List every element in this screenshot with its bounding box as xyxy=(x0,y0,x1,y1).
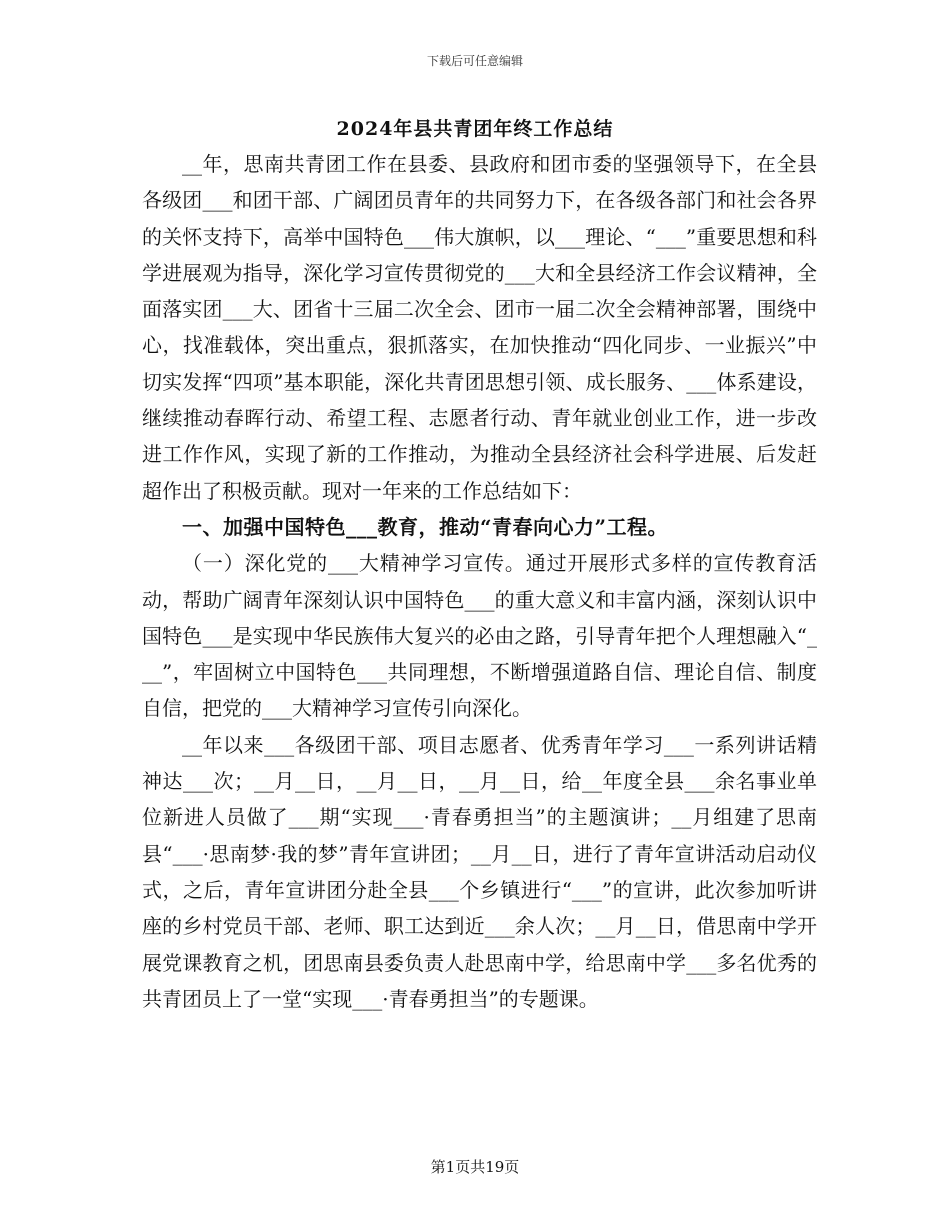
section-heading: 一、加强中国特色___教育，推动“青春向心力”工程。 xyxy=(182,514,669,539)
document-title: 2024年县共青团年终工作总结 xyxy=(336,118,614,140)
document-body xyxy=(142,146,817,1017)
header-note: 下载后可任意编辑 xyxy=(426,54,523,68)
page-footer: 第1页共19页 xyxy=(430,1158,520,1176)
subsection-paragraph: （一）深化党的___大精神学习宣传。通过开展形式多样的宣传教育活动，帮助广阔青年深刻认识中国特色___的重大意义和丰富内涵，深刻认识中国特色___是实现中华民族伟大复兴的必由之路，引导青年把个人理想融入“___”，牢固树立中国特色___共同理想，不断增强道路自信、理论自信、制度自信，把党的___大精神学习宣传引向深化。 xyxy=(142,551,817,721)
activity-paragraph: __年以来___各级团干部、项目志愿者、优秀青年学习___一系列讲话精神达___次；__月__日，__月__日，__月__日，给__年度全县___余名事业单位新进人员做了___期“实现___·青春勇担当”的主题演讲；__月组建了思南县“___·思南梦·我的梦”青年宣讲团；__月__日，进行了青年宣讲活动启动仪式，之后，青年宣讲团分赴全县___个乡镇进行“___”的宣讲，此次参加听讲座的乡村党员干部、老师、职工达到近___余人次；__月__日，借思南中学开展党课教育之机，团思南县委负责人赴思南中学，给思南中学___多名优秀的共青团员上了一堂“实现___·青春勇担当”的专题课。 xyxy=(142,732,817,1011)
intro-paragraph: __年，思南共青团工作在县委、县政府和团市委的坚强领导下，在全县各级团___和团干部、广阔团员青年的共同努力下，在各级各部门和社会各界的关怀支持下，高举中国特色___伟大旗帜，以___理论、“___”重要思想和科学进展观为指导，深化学习宣传贯彻党的___大和全县经济工作会议精神，全面落实团___大、团省十三届二次全会、团市一届二次全会精神部署，围绕中心，找准载体，突出重点，狠抓落实，在加快推动“四化同步、一业振兴”中切实发挥“四项”基本职能，深化共青团思想引领、成长服务、___体系建设，继续推动春晖行动、希望工程、志愿者行动、青年就业创业工作，进一步改进工作作风，实现了新的工作推动，为推动全县经济社会科学进展、后发赶超作出了积极贡献。现对一年来的工作总结如下： xyxy=(142,152,817,503)
